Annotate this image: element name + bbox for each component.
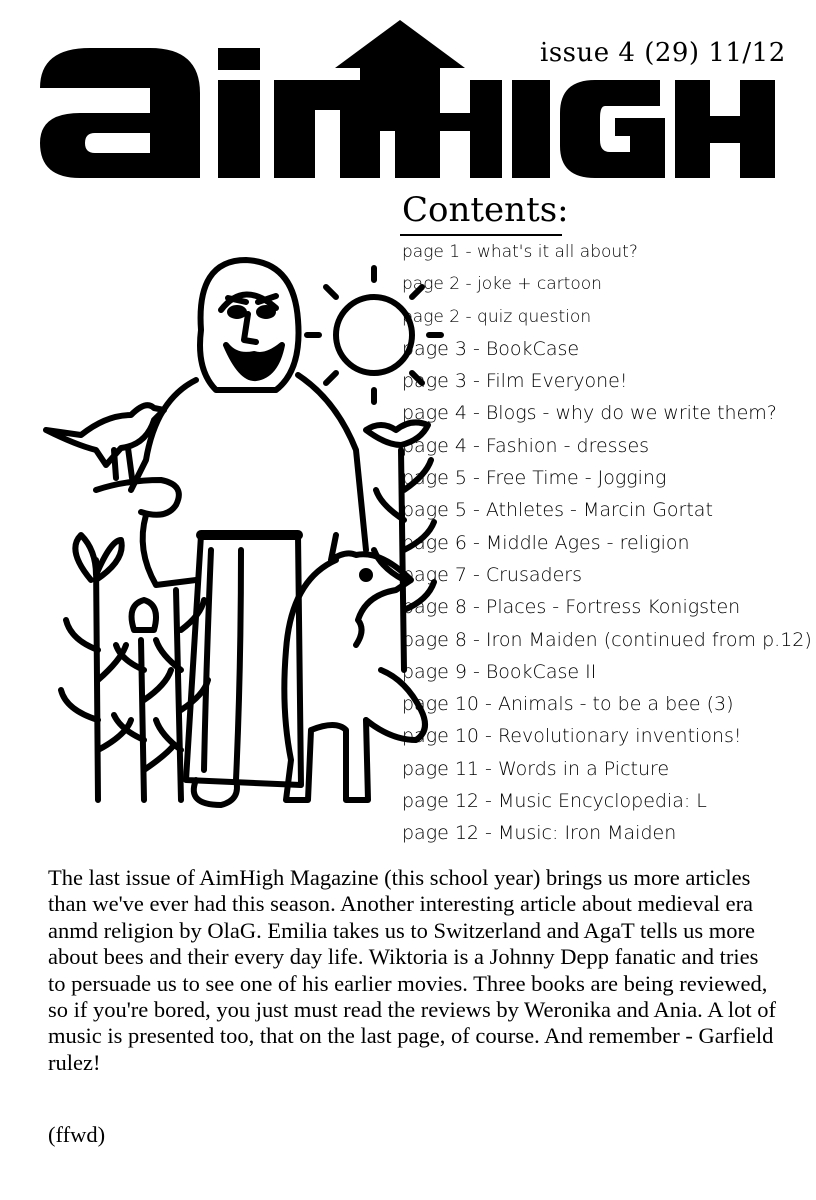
contents-item: page 3 - BookCase (402, 337, 580, 360)
contents-item: page 6 - Middle Ages - religion (402, 531, 690, 554)
contents-item: page 12 - Music: Iron Maiden (402, 822, 677, 845)
contents-item: page 1 - what's it all about? (402, 242, 638, 262)
contents-item: page 2 - joke + cartoon (402, 274, 602, 295)
contents-item: page 3 - Film Everyone! (402, 370, 628, 393)
intro-paragraph: The last issue of AimHigh Magazine (this school year) brings us more articles than we've ever had this season. Another interesting article about medieval era anmd religion by OlaG. Emilia takes us to Switzerland and AgaT tells us more about bees and their every day life. Wiktoria is a Johnny Depp fanatic and tries to persuade us to see one of his earlier movies. Three books are being reviewed, so if you're bored, you just must read the reviews by Weronika and Ania. A lot of music is presented too, that on the last page, of course. And remember - Garfield rulez! (48, 865, 776, 1075)
contents-item: page 5 - Athletes - Marcin Gortat (402, 499, 713, 522)
contents-item: page 8 - Iron Maiden (continued from p.12) (402, 628, 812, 651)
contents-list (402, 236, 812, 850)
contents-item: page 4 - Fashion - dresses (402, 434, 650, 457)
saint-francis-illustration (36, 250, 456, 820)
contents-item: page 2 - quiz question (402, 306, 592, 327)
contents-heading: Contents: (402, 190, 569, 230)
contents-item: page 10 - Animals - to be a bee (3) (402, 693, 734, 716)
contents-item: page 5 - Free Time - Jogging (402, 467, 667, 490)
contents-item: page 12 - Music Encyclopedia: L (402, 790, 707, 813)
contents-item: page 4 - Blogs - why do we write them? (402, 402, 777, 425)
contents-item: page 9 - BookCase II (402, 660, 597, 683)
contents-item: page 7 - Crusaders (402, 563, 582, 586)
issue-number: issue 4 (29) 11/12 (540, 38, 786, 68)
author-signature: (ffwd) (48, 1122, 106, 1147)
contents-item: page 8 - Places - Fortress Konigsten (402, 596, 741, 619)
contents-item: page 10 - Revolutionary inventions! (402, 725, 742, 748)
contents-item: page 11 - Words in a Picture (402, 757, 670, 780)
